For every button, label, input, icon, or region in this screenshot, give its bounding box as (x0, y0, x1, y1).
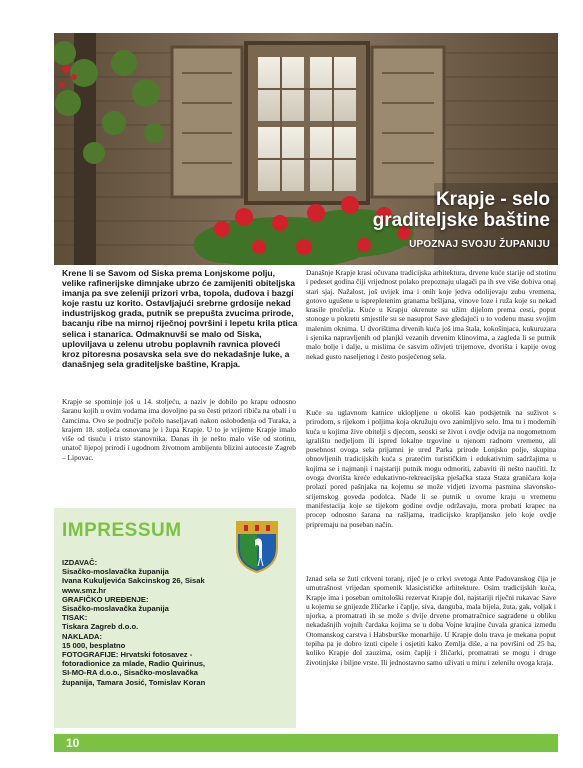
impressum-line: fotoradionice za mlade, Radio Quirinus, (62, 659, 206, 669)
impressum-line: Ivana Kukuljevića Sakcinskog 26, Sisak (62, 576, 205, 586)
footer-bar (54, 734, 558, 752)
impressum-details (62, 558, 288, 687)
impressum-website-link[interactable]: www.smz.hr (62, 585, 107, 595)
article-title (373, 189, 550, 231)
article-title-line-2: graditeljske baštine (372, 210, 550, 231)
impressum-line: Sisačko-moslavačka županija (62, 567, 169, 577)
lead-paragraph: Krene li se Savom od Siska prema Lonjskome polju, velike rafinerijske dimnjake ubrzo će zamijeniti obiteljska imanja pa sve zeleniji prizori vrba, topola, duđova i bazgi koje rastu uz korito. Ostavljajući srebrne grdosije nekad industrijskog grada, putnik se prepušta zvucima prirode, bacanju ribe na mirnoj riječnoj površini i lepetu krila ptica selica i stanarica. Odmaknuvši se malo od Siska, uploviljava u zelenu utrobu poplavnih ravnica ploveći kroz pitoresna posavska sela sve do nekadašnje luke, a današnjeg sela graditeljske baštine, Krapja. (62, 268, 298, 369)
impressum-line: Tiskara Zagreb d.o.o. (62, 622, 139, 632)
right-paragraph-3: Iznad sela se žuti crkveni toranj, riječ je o crkvi svetoga Ante Padovanskog čija je umutrašnost vrijedan spomenik klasicističke arhitekture. Osim tradicijskih kuća, Krapje ima i poseban ornitološki rezervat Krapje đol, najstariji riječni rukavac Save u kojemu se gnijezde žličarke i čaplje, siva, danguba, mala bijela, žuta, gak, voljak i njorka, a promatrati ih se može s dvije drvene promatračnice sagrađene u obliku nekadašnjih vojnih čardaka kojima se u doba Vojne krajine čuvala granica između Otomanskog carstva i Habsburške monarhije. U Krapje dolu trava je mekana poput tepiha pa je dobro izuti cipele i osjetiti kako Zemlja diše, a na površini od 25 ha, koliko Krapje đol zauzima, osim čaplji i žličarki, promatrati se mogu i druge životinjske i biljne vrste. Ili jednostavno samo uživati u miru i zelenilu ovoga kraja. (306, 574, 556, 667)
impressum-title: IMPRESSUM (62, 520, 182, 541)
impressum-line: TISAK: (62, 613, 88, 623)
impressum-line: GRAFIČKO UREĐENJE: (62, 594, 149, 604)
right-paragraph-2: Kuće su uglavnom katnice uklopljene u okoliš kao podsjetnik na suživot s prirodom, s rijekom i poljima koja okružuju ovo zanimljivo selo. Ima tu i modernih kuća u kojima žive obitelji s djecom, seoski se život i ovdje odvija na nogometnom igralištu nedjeljom ili ispred lokalne trgovine u njenom radnom vremenu, ali posebnost ovoga sela prijamni je ured Parka prirode Lonjsko polje, skupina obnovljenih tradicijskih kuća s pratećim turističkim i edukativnim sadržajima u kojima se i najmanji i najstariji putnik mogu odmoriti, zabaviti ili nešto naučiti. Iz ovoga dvorišta kreće edukativno-rekreacijska pješačka staza Staza graničara koja prolazi pored pašnjaka na kojemu se može vidjeti izvorna pasmina slavonsko-srijemskog goveda podolca. Nađe li se putnik u ovome kraju u vremenu manifestacija koje se tijekom godine ovdje održavaju, mora probati krapec na procep odnosno šarana na rašljama, tradicijsko krapljansko jelo koje ovdje pripremaju na poseban način. (306, 408, 556, 529)
impressum-line: FOTOGRAFIJE: Hrvatski fotosavez - (62, 650, 193, 660)
hero-photo (54, 33, 558, 265)
impressum-line: županija, Tamara Josić, Tomislav Koran (62, 677, 206, 687)
impressum-line: SI-MO-RA d.o.o., Sisačko-moslavačka (62, 668, 199, 678)
article-title-line-1: Krapje - selo (435, 189, 550, 210)
page-number: 10 (66, 736, 80, 750)
impressum-line: 15 000, besplatno (62, 640, 126, 650)
impressum-line: NAKLADA: (62, 631, 103, 641)
right-paragraph-1: Današnje Krapje krasi očuvana tradicijska arhitektura, drvene kuće starije od stotinu i pedeset godina čiji vrijednost polako prepoznaju ulagači pa ih sve više dobiva onaj stari sjaj. Nažalost, još uvijek ima i onih koje jedva odolijevaju zubu vremena, gotovo ugušene u isprepletenim granama bršljana, vinove loze i ruža koje su nekad krasile pročelja. Kuće u Krapju okrenute su užim dijelom prema cesti, poput stonoge u pokretu smjestile su se nasuprot Save gledajući u to vodenu masu svojim malenim oknima. U dvorištima drvenih kuća još ima štala, kokošinjaca, kukuruzara i sjenika napravljenih od planjki vezanih drvenim klinovima, a zagleda li se putnik malo bolje i dalje, u mislima će sasvim oživjeti trijemove, dvorišta i kapije ovog nekad gusto naseljenog i često posjećenog sela. (306, 268, 556, 361)
section-subtitle: UPOZNAJ SVOJU ŽUPANIJU (409, 239, 550, 250)
impressum-box (54, 508, 296, 728)
impressum-line: IZDAVAČ: (62, 558, 98, 567)
impressum-line: Sisačko-moslavačka županija (62, 604, 169, 614)
left-body-paragraph: Krapje se spominje još u 14. stoljeću, a naziv je dobilo po krapu odnosno šaranu kojih u ovim vodama ima dovoljno pa su česti prizori ribiča na obali i u čamcima. Ovo se područje počelo naseljavati nakon oslobođenja od Turaka, a krajem 18. stoljeća osnovana je i župa Krapje. U to je vrijeme Krapje imalo više od tisuću i tristo stanovnika. Danas ih je nešto malo više od stotinu, unatoč lijepoj prirodi i ugodnom životnom ambijentu blizini autoceste Zagreb – Lipovac. (62, 397, 296, 462)
